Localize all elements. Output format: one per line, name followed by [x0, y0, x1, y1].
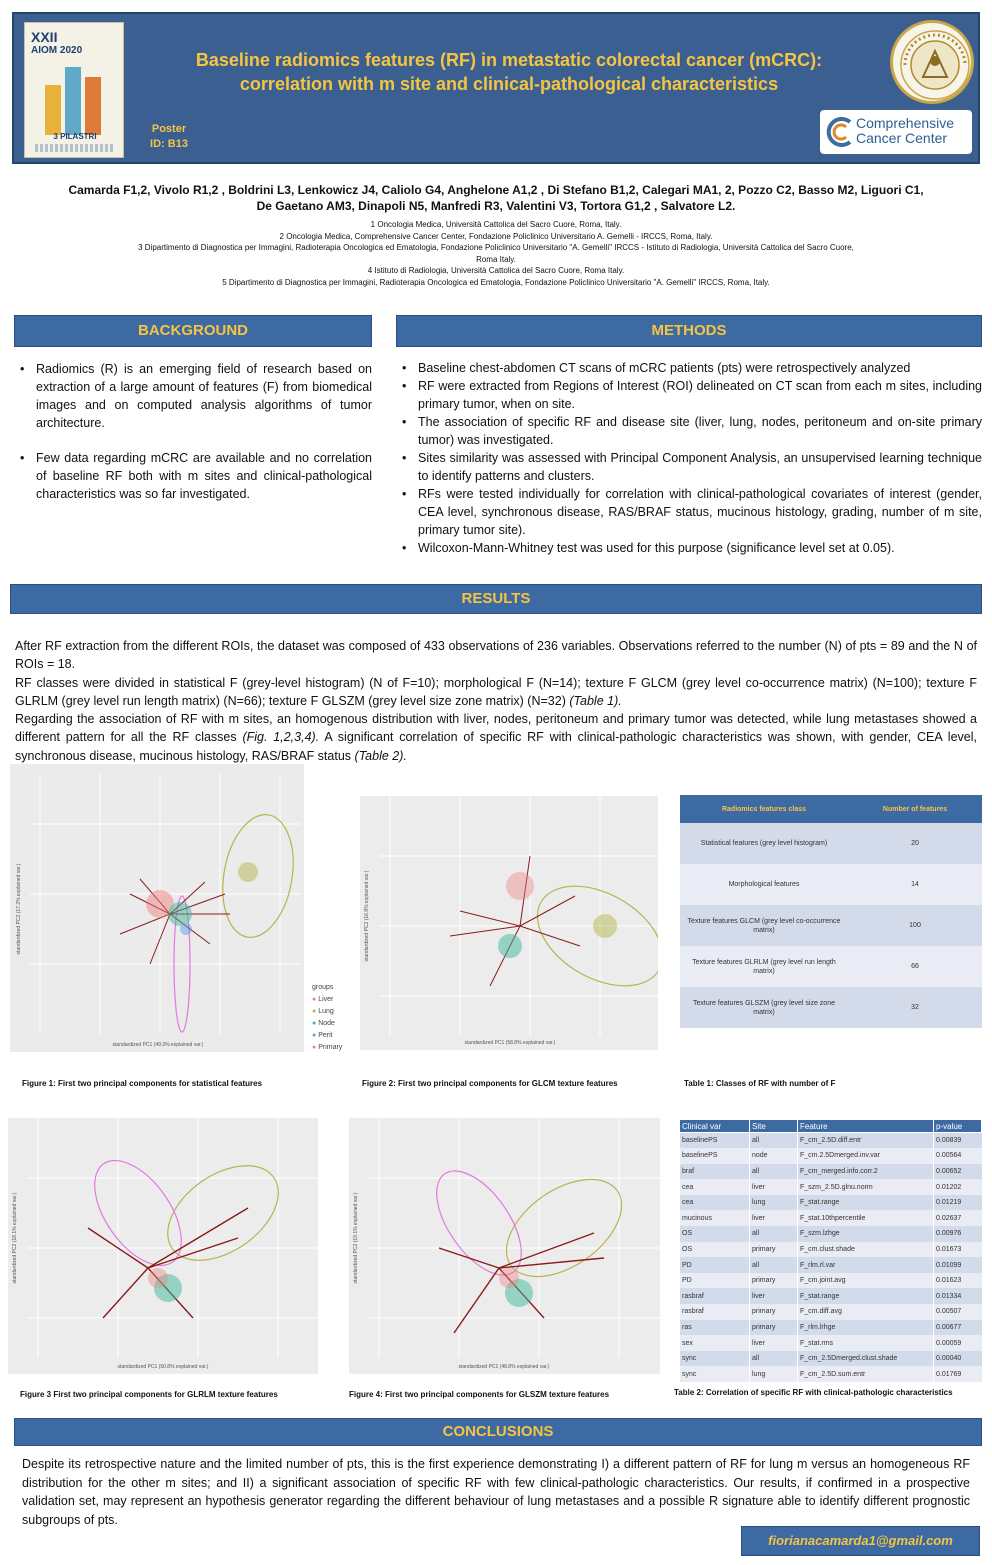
results-p3b-ref: (Table 2). [354, 748, 407, 763]
poster-id-text: ID: B13 [150, 138, 188, 150]
table-cell: F_rlm.rl.var [798, 1257, 934, 1273]
results-heading: RESULTS [10, 584, 982, 614]
table-cell: lung [750, 1195, 798, 1211]
conclusions-heading: CONCLUSIONS [14, 1418, 982, 1446]
legend-title: groups [312, 984, 334, 991]
legend-item: ● Perit [312, 1032, 333, 1039]
table-cell: OS [680, 1226, 750, 1242]
table-cell: liver [750, 1288, 798, 1304]
methods-item: • RFs were tested individually for correlation with clinical-pathological covariates of interest (gender, CEA level, synchronous disease, RAS/BRAF status, mucinous histology, grading, number of m site, primary tumor site). [398, 485, 982, 539]
table-cell: 0.01623 [934, 1273, 982, 1289]
table-cell: F_cm_merged.info.corr.2 [798, 1164, 934, 1180]
pillars-graphic [45, 65, 105, 135]
table-cell: liver [750, 1335, 798, 1351]
methods-item: • Baseline chest-abdomen CT scans of mCRC patients (pts) were retrospectively analyzed [398, 359, 982, 377]
legend-swatch-icon: ● [312, 1044, 317, 1051]
table-cell: primary [750, 1242, 798, 1258]
table-cell: F_stat.rms [798, 1335, 934, 1351]
table-cell: 0.01219 [934, 1195, 982, 1211]
table-cell: 0.01673 [934, 1242, 982, 1258]
table-row [680, 1335, 982, 1351]
table-cell: F_szm_2.5D.glnu.norm [798, 1179, 934, 1195]
fig1-y-axis-label: standardized PC2 (17.2% explained var.) [16, 863, 22, 955]
table-cell: F_rlm.lrhge [798, 1320, 934, 1336]
results-paragraph-2 [15, 674, 977, 711]
table-cell: liver [750, 1179, 798, 1195]
table-cell: baselinePS [680, 1148, 750, 1164]
pca-biplot-1 [10, 764, 304, 1052]
legend-swatch-icon: ● [312, 1020, 317, 1027]
pca-biplot-2 [360, 796, 658, 1050]
comprehensive-cancer-center-logo [820, 110, 972, 154]
poster-title [134, 48, 884, 96]
methods-item: • RF were extracted from Regions of Interest (ROI) delineated on CT scan from each m sites, including primary tumor, when on site. [398, 377, 982, 413]
table-cell: 0.01334 [934, 1288, 982, 1304]
table-cell: F_stat.range [798, 1195, 934, 1211]
author-list [8, 182, 984, 214]
table-cell: F_cm_2.5D.diff.entr [798, 1133, 934, 1149]
table-row [680, 864, 982, 905]
fig2-x-axis-label: standardized PC1 (58.8% explained var.) [464, 1040, 556, 1046]
table-cell: 100 [848, 905, 982, 946]
legend-swatch-icon: ● [312, 996, 317, 1003]
congress-year-mark: XXII [31, 29, 58, 45]
figure-3-caption: Figure 3 First two principal components for GLRLM texture features [20, 1390, 278, 1399]
table2-body [680, 1133, 982, 1383]
fig3-y-axis-label: standardized PC2 (18.1% explained var.) [12, 1192, 18, 1284]
table-cell: liver [750, 1210, 798, 1226]
aiom-congress-logo [24, 22, 124, 158]
figure-1-caption: Figure 1: First two principal components for statistical features [22, 1079, 263, 1088]
figure-1-pca-statistical [10, 764, 304, 1052]
table-cell: primary [750, 1320, 798, 1336]
table-row [680, 1257, 982, 1273]
pca-biplot-4 [349, 1118, 660, 1374]
table-cell: Texture features GLCM (grey level co-occurrence matrix) [680, 905, 848, 946]
results-paragraph-1: After RF extraction from the different ROIs, the dataset was composed of 433 observations of 236 variables. Observations referred to the number (N) of pts = 89 and the N of ROIs = 18. [15, 639, 977, 672]
affiliation-3-cont: Roma Italy. [476, 254, 516, 264]
fig1-x-axis-label: standardized PC1 (49.3% explained var.) [112, 1042, 204, 1048]
table-cell: F_stat.range [798, 1288, 934, 1304]
table1-header-count: Number of features [848, 795, 982, 823]
figure-4-pca-glszm [349, 1118, 660, 1374]
table1-header-class: Radiomics features class [680, 795, 848, 823]
table-row [680, 1366, 982, 1382]
figure-3-pca-glrlm [8, 1118, 318, 1374]
table-cell: rasbraf [680, 1304, 750, 1320]
table-cell: Texture features GLRLM (grey level run length matrix) [680, 946, 848, 987]
table-cell: primary [750, 1304, 798, 1320]
table-row [680, 1226, 982, 1242]
table-row [680, 1195, 982, 1211]
seal-emblem-icon [893, 23, 977, 107]
congress-name: AIOM 2020 [31, 45, 83, 56]
results-p2-text: RF classes were divided in statistical F (grey-level histogram) (N of F=10); morphological F (N=14); texture F GLCM (grey level co-occurrence matrix) (N=100); texture F GLRLM (grey level run length matrix) (N=66); texture F GLSZM (grey level size zone matrix) (N=32) [15, 675, 977, 708]
table-cell: F_cm_2.5D.sum.entr [798, 1366, 934, 1382]
table-cell: all [750, 1133, 798, 1149]
table-cell: 0.02637 [934, 1210, 982, 1226]
table-cell: 14 [848, 864, 982, 905]
table-cell: all [750, 1257, 798, 1273]
affiliation-1: 1 Oncologia Medica, Università Cattolica del Sacro Cuore, Roma, Italy. [370, 220, 622, 229]
table-row [680, 1273, 982, 1289]
table-cell: 0.00652 [934, 1164, 982, 1180]
table-1-rf-classes [680, 795, 982, 1028]
poster-id-label [134, 122, 204, 152]
ccc-line-2: Cancer Center [856, 130, 948, 146]
table-cell: F_cm.2.5Dmerged.inv.var [798, 1148, 934, 1164]
table-cell: 66 [848, 946, 982, 987]
background-list [16, 360, 372, 520]
methods-heading: METHODS [396, 315, 982, 347]
table-cell: cea [680, 1195, 750, 1211]
pca-biplot-3 [8, 1118, 318, 1374]
table2-header-feature: Feature [798, 1120, 934, 1133]
authors-line-2: De Gaetano AM3, Dinapoli N5, Manfredi R3, Valentini V3, Tortora G1,2 , Salvatore L2. [256, 199, 736, 213]
table-header-row [680, 795, 982, 823]
table-cell: F_cm.diff.avg [798, 1304, 934, 1320]
table-cell: 0.00677 [934, 1320, 982, 1336]
table-cell: all [750, 1164, 798, 1180]
results-paragraph-3 [15, 710, 977, 765]
table-2-rf-correlations [679, 1119, 982, 1382]
legend-swatch-icon: ● [312, 1032, 317, 1039]
groups-legend [312, 982, 342, 1054]
ccc-line-1: Comprehensive [856, 115, 955, 131]
results-p2-ref: (Table 1). [569, 693, 622, 708]
table-cell: all [750, 1351, 798, 1367]
methods-item: • Sites similarity was assessed with Principal Component Analysis, an unsupervised learning technique to identify patterns and clusters. [398, 449, 982, 485]
contact-email[interactable]: fiorianacamarda1@gmail.com [741, 1526, 980, 1556]
table-cell: Morphological features [680, 864, 848, 905]
affiliation-2: 2 Oncologia Medica, Comprehensive Cancer Center, Fondazione Policlinico Universitario A. Gemelli - IRCCS, Roma, Italy. [279, 231, 713, 241]
table-2-caption: Table 2: Correlation of specific RF with clinical-pathologic characteristics [674, 1388, 953, 1397]
results-p3-text: Regarding the association of RF with m sites, an homogenous distribution with liver, nodes, peritoneum and primary tumor was detected, while lung metastases showed a different pattern for all the RF classes [15, 712, 977, 745]
congress-small-print [35, 144, 115, 152]
results-p3-ref: (Fig. 1,2,3,4). [242, 730, 320, 745]
table-row [680, 1179, 982, 1195]
figure-4-caption: Figure 4: First two principal components for GLSZM texture features [349, 1390, 610, 1399]
table-cell: primary [750, 1273, 798, 1289]
affiliation-3: 3 Dipartimento di Diagnostica per Immagini, Radioterapia Oncologica ed Ematologia, Fondazione Policlinico Universitario "A. Gemelli" IRCCS - Istituto di Radiologia, Università Cattolica del Sacro Cuore, [138, 243, 854, 252]
table-cell: baselinePS [680, 1133, 750, 1149]
table-cell: OS [680, 1242, 750, 1258]
legend-item: ● Primary [312, 1044, 343, 1051]
figure-2-pca-glcm [360, 796, 658, 1050]
table-cell: PD [680, 1257, 750, 1273]
table-cell: all [750, 1226, 798, 1242]
background-item: • Radiomics (R) is an emerging field of research based on extraction of a large amount of features (F) from biomedical images and on computed analysis algorithms of tumor architecture. [16, 360, 372, 432]
table-header-row [680, 1120, 982, 1133]
table-cell: Statistical features (grey level histogram) [680, 823, 848, 864]
table-cell: 0.00839 [934, 1133, 982, 1149]
table-cell: sync [680, 1366, 750, 1382]
table-row [680, 1242, 982, 1258]
table2-header-site: Site [750, 1120, 798, 1133]
table-cell: rasbraf [680, 1288, 750, 1304]
affiliation-4: 4 Istituto di Radiologia, Università Cattolica del Sacro Cuore, Roma Italy. [367, 266, 625, 275]
table-row [680, 1133, 982, 1149]
table-row [680, 1320, 982, 1336]
table-cell: F_cm.clust.shade [798, 1242, 934, 1258]
table-cell: lung [750, 1366, 798, 1382]
ccc-logo-text [856, 116, 954, 146]
table-cell: braf [680, 1164, 750, 1180]
table-cell: sex [680, 1335, 750, 1351]
table-cell: F_szm.lzhge [798, 1226, 934, 1242]
legend-item: ● Lung [312, 1008, 334, 1015]
table-cell: mucinous [680, 1210, 750, 1226]
university-seal [890, 20, 974, 104]
conclusions-text: Despite its retrospective nature and the limited number of pts, this is the first experience demonstrating I) a different pattern of RF for lung m versus an homogeneous RF distribution for the other m sites; and II) a significant association of specific RF with few clinical-pathologic characteristics. Our results, if confirmed in a prospective validation set, may represent an hypothesis generator regarding the different behaviour of lung metastases and a possible R signature able to identify different prognostic subgroups of pts. [22, 1457, 970, 1527]
table-cell: node [750, 1148, 798, 1164]
table-cell: Texture features GLSZM (grey level size zone matrix) [680, 987, 848, 1028]
methods-item: • Wilcoxon-Mann-Whitney test was used for this purpose (significance level set at 0.05). [398, 539, 982, 557]
table-row [680, 905, 982, 946]
fig3-x-axis-label: standardized PC1 (50.8% explained var.) [117, 1364, 209, 1370]
table-cell: PD [680, 1273, 750, 1289]
table-cell: 0.01202 [934, 1179, 982, 1195]
table-cell: 32 [848, 987, 982, 1028]
table-row [680, 1304, 982, 1320]
background-item: • Few data regarding mCRC are available and no correlation of baseline RF both with m sites and clinical-pathological characteristics was so far investigated. [16, 449, 372, 503]
table-row [680, 946, 982, 987]
table2-header-clinical-var: Clinical var [680, 1120, 750, 1133]
methods-list [398, 359, 982, 557]
table-cell: 0.00976 [934, 1226, 982, 1242]
fig4-y-axis-label: standardized PC2 (19.1% explained var.) [353, 1192, 359, 1284]
table-1-caption: Table 1: Classes of RF with number of F [684, 1079, 836, 1088]
table-cell: sync [680, 1351, 750, 1367]
table-row [680, 823, 982, 864]
table-cell: 0.01099 [934, 1257, 982, 1273]
fig2-y-axis-label: standardized PC2 (16.8% explained var.) [364, 870, 370, 962]
title-line-2: correlation with m site and clinical-pathological characteristics [239, 74, 779, 94]
ccc-mark-icon [826, 116, 854, 148]
background-heading: BACKGROUND [14, 315, 372, 347]
table-cell: 20 [848, 823, 982, 864]
poster-header [12, 12, 980, 164]
results-body [15, 637, 977, 765]
table-row [680, 1351, 982, 1367]
legend-item: ● Node [312, 1020, 335, 1027]
affiliation-list [4, 219, 988, 288]
table-cell: 0.01769 [934, 1366, 982, 1382]
table-row [680, 1164, 982, 1180]
table-row [680, 1148, 982, 1164]
methods-item: • The association of specific RF and disease site (liver, lung, nodes, peritoneum and on-site primary tumor) was investigated. [398, 413, 982, 449]
table-cell: F_cm.joint.avg [798, 1273, 934, 1289]
results-p3b-text: A significant correlation of specific RF with clinical-pathologic characteristics was shown, with gender, CEA level, synchronous disease, mucinous histology, RAS/BRAF status [15, 730, 977, 763]
table-cell: 0.00564 [934, 1148, 982, 1164]
legend-swatch-icon: ● [312, 1008, 317, 1015]
table-cell: 0.00059 [934, 1335, 982, 1351]
congress-tagline: 3 PILASTRI [53, 132, 97, 141]
poster-label-text: Poster [151, 123, 187, 135]
table2-header-pvalue: p-value [934, 1120, 982, 1133]
table-cell: cea [680, 1179, 750, 1195]
table-cell: 0.00507 [934, 1304, 982, 1320]
fig4-x-axis-label: standardized PC1 (48.8% explained var.) [458, 1364, 550, 1370]
table-cell: ras [680, 1320, 750, 1336]
title-line-1: Baseline radiomics features (RF) in metastatic colorectal cancer (mCRC): [195, 50, 823, 70]
authors-line-1: Camarda F1,2, Vivolo R1,2 , Boldrini L3, Lenkowicz J4, Caliolo G4, Anghelone A1,2 , Di Stefano B1,2, Calegari MA1, 2, Pozzo C2, Basso M2, Liguori C1, [68, 183, 924, 197]
affiliation-5: 5 Dipartimento di Diagnostica per Immagini, Radioterapia Oncologica ed Ematologia, Fondazione Policlinico Universitario "A. Gemelli" IRCCS, Roma, Italy. [222, 277, 770, 287]
table-row [680, 987, 982, 1028]
table-row [680, 1288, 982, 1304]
table-cell: F_cm_2.5Dmerged.clust.shade [798, 1351, 934, 1367]
table-cell: 0.00040 [934, 1351, 982, 1367]
legend-item: ● Liver [312, 996, 334, 1003]
figure-2-caption: Figure 2: First two principal components for GLCM texture features [362, 1079, 618, 1088]
table-cell: F_stat.10thpercentile [798, 1210, 934, 1226]
table-row [680, 1210, 982, 1226]
